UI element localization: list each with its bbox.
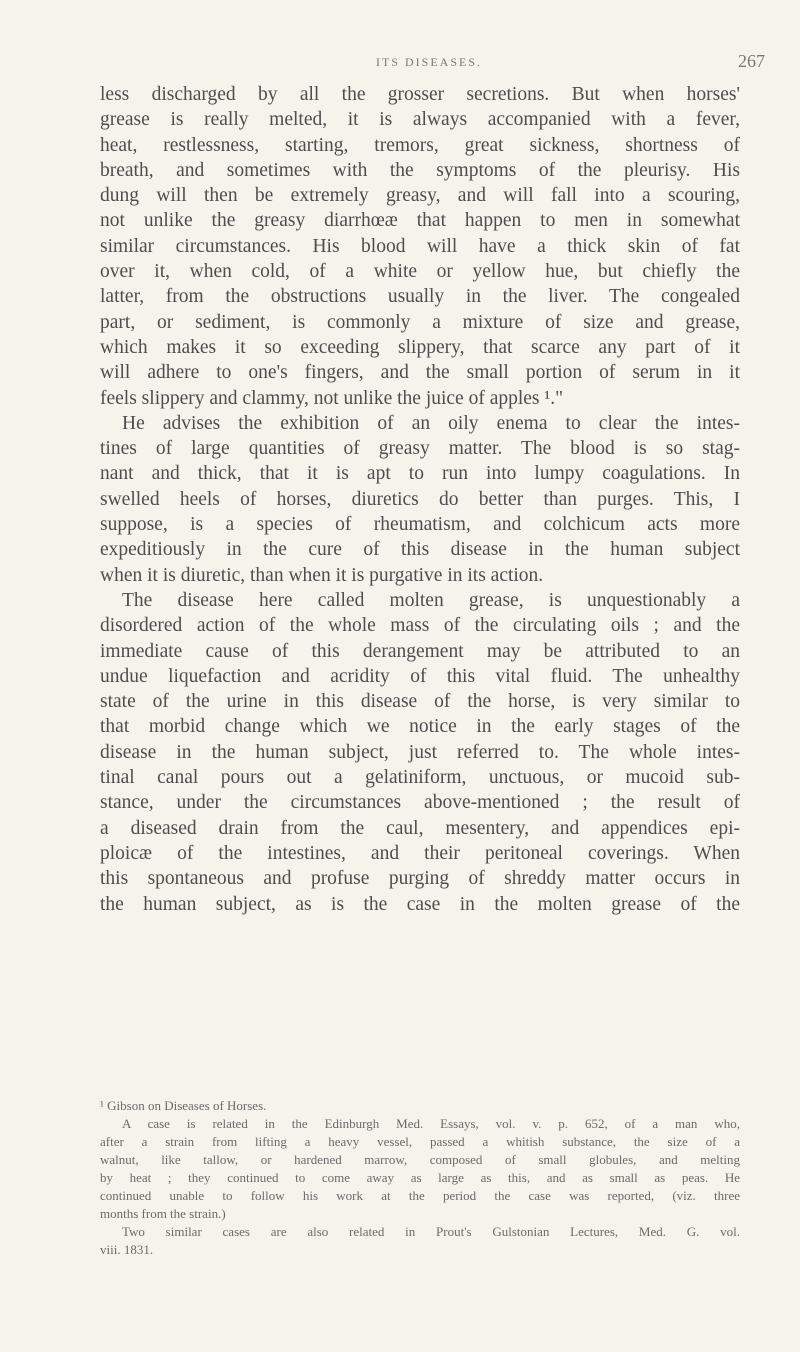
text-line: ploicæ of the intestines, and their peritoneal coverings. When	[100, 842, 740, 864]
footnote-line: A case is related in the Edinburgh Med. Essays, vol. v. p. 652, of a man who,	[122, 1116, 740, 1131]
text-line: tines of large quantities of greasy matter. The blood is so stag-	[100, 438, 740, 460]
text-line: nant and thick, that it is apt to run into lumpy coagulations. In	[100, 463, 740, 485]
paragraph-start-line: He advises the exhibition of an oily enema to clear the intes-	[122, 412, 740, 434]
text-line: disease in the human subject, just referred to. The whole intes-	[100, 741, 740, 763]
body-text	[100, 82, 740, 917]
text-line: will adhere to one's fingers, and the small portion of serum in it	[100, 362, 740, 384]
text-line: less discharged by all the grosser secretions. But when horses'	[100, 84, 740, 105]
footnote-line: viii. 1831.	[100, 1242, 154, 1257]
page-number: 267	[738, 51, 765, 71]
paragraph-start-line: The disease here called molten grease, is unquestionably a	[122, 589, 740, 611]
text-line: similar circumstances. His blood will have a thick skin of fat	[100, 235, 740, 257]
text-line: dung will then be extremely greasy, and will fall into a scouring,	[100, 185, 740, 207]
text-line: latter, from the obstructions usually in the liver. The congealed	[100, 286, 740, 308]
footnote-line: ¹ Gibson on Diseases of Horses.	[100, 1098, 267, 1113]
text-line: tinal canal pours out a gelatiniform, unctuous, or mucoid sub-	[100, 767, 740, 789]
text-line: disordered action of the whole mass of the circulating oils ; and the	[100, 615, 740, 637]
text-line: part, or sediment, is commonly a mixture of size and grease,	[100, 311, 740, 333]
footnotes	[100, 1097, 740, 1259]
text-line: that morbid change which we notice in the early stages of the	[100, 716, 740, 738]
footnote-line: after a strain from lifting a heavy vessel, passed a whitish substance, the size of a	[100, 1134, 740, 1149]
text-line: swelled heels of horses, diuretics do better than purges. This, I	[100, 488, 740, 510]
footnote-line: continued unable to follow his work at the period the case was reported, (viz. three	[100, 1188, 740, 1203]
text-line: suppose, is a species of rheumatism, and colchicum acts more	[100, 514, 740, 536]
text-line: heat, restlessness, starting, tremors, great sickness, shortness of	[100, 134, 740, 156]
text-line: not unlike the greasy diarrhœæ that happen to men in somewhat	[100, 210, 740, 232]
running-head	[0, 51, 800, 75]
text-line: which makes it so exceeding slippery, that scarce any part of it	[100, 336, 740, 358]
footnote-line: walnut, like tallow, or hardened marrow, composed of small globules, and melting	[100, 1152, 740, 1167]
text-line: breath, and sometimes with the symptoms of the pleurisy. His	[100, 159, 740, 181]
text-line: immediate cause of this derangement may be attributed to an	[100, 640, 740, 662]
text-line: this spontaneous and profuse purging of shreddy matter occurs in	[100, 868, 740, 890]
text-line: a diseased drain from the caul, mesentery, and appendices epi-	[100, 817, 740, 839]
text-line: undue liquefaction and acridity of this vital fluid. The unhealthy	[100, 665, 740, 687]
text-line: when it is diuretic, than when it is purgative in its action.	[100, 564, 544, 586]
footnote-line: months from the strain.)	[100, 1206, 226, 1221]
text-line: state of the urine in this disease of the horse, is very similar to	[100, 691, 740, 713]
footnote-line: by heat ; they continued to come away as large as this, and as small as peas. He	[100, 1170, 740, 1185]
text-line: grease is really melted, it is always accompanied with a fever,	[100, 109, 740, 131]
text-line: stance, under the circumstances above-mentioned ; the result of	[100, 792, 740, 814]
running-title: ITS DISEASES.	[376, 55, 483, 69]
text-line: feels slippery and clammy, not unlike the juice of apples ¹."	[100, 387, 564, 409]
footnote-line: Two similar cases are also related in Prout's Gulstonian Lectures, Med. G. vol.	[122, 1224, 740, 1239]
text-line: the human subject, as is the case in the molten grease of the	[100, 893, 740, 915]
text-line: expeditiously in the cure of this disease in the human subject	[100, 539, 740, 561]
text-line: over it, when cold, of a white or yellow hue, but chiefly the	[100, 261, 740, 283]
